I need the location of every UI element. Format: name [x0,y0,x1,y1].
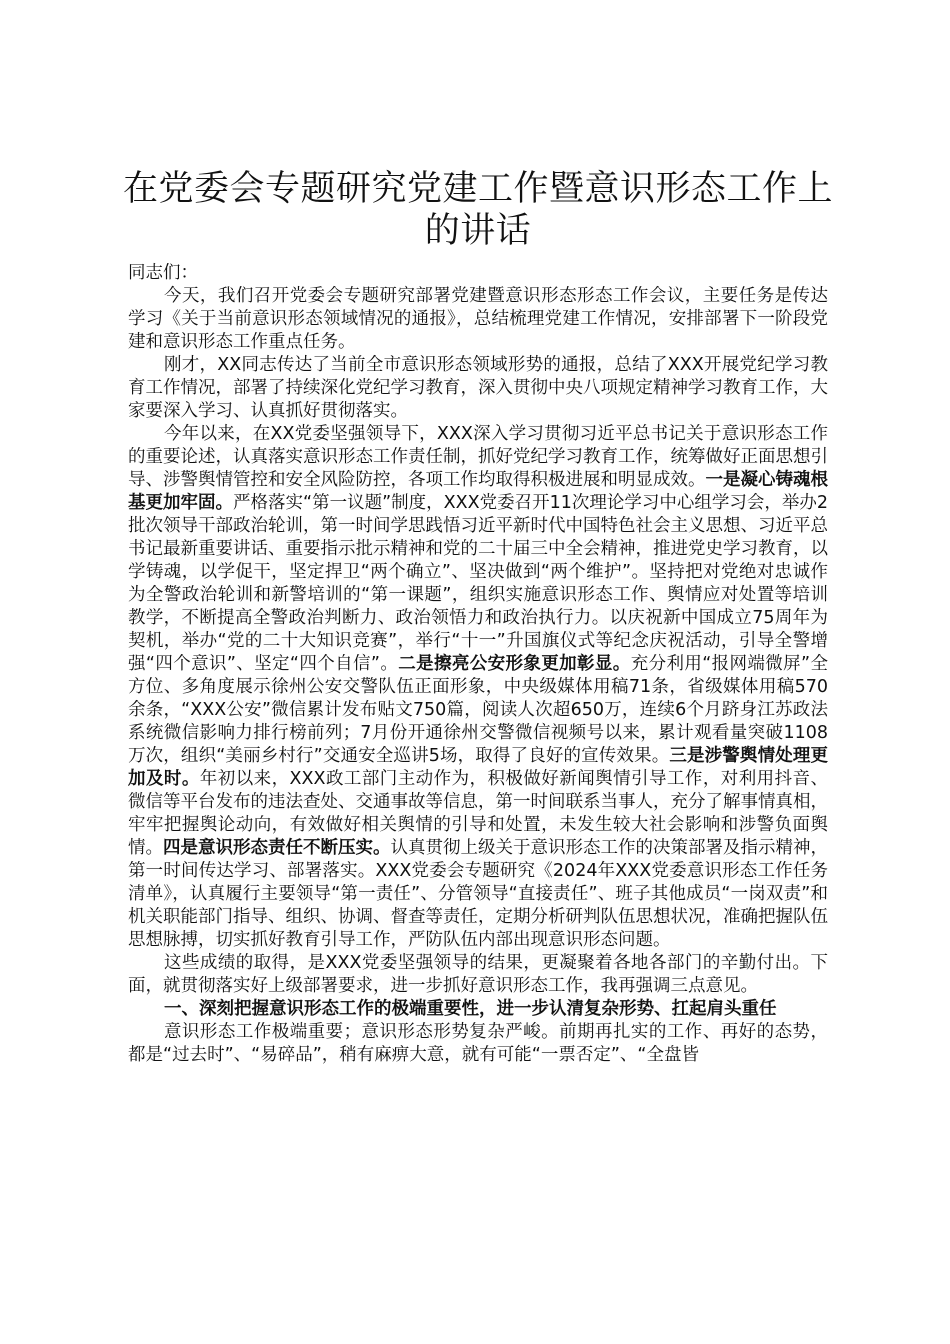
paragraph-briefing: 刚才，XX同志传达了当前全市意识形态领域形势的通报，总结了XXX开展党纪学习教育工作情况，部署了持续深化党纪学习教育，深入贯彻中央八项规定精神学习教育工作，大家要深入学习、认真抓好贯彻落实。 [128,355,828,421]
document-page [122,168,833,1067]
document-title: 在党委会专题研究党建工作暨意识形态工作上的讲话 [122,169,833,251]
point-3-title: 三是涉警舆情处理更加及时。 [128,746,829,789]
point-2-title: 二是擦亮公安形象更加彰显。 [398,654,631,674]
point-1-title: 一是凝心铸魂根基更加牢固。 [128,470,828,513]
point-4-text: 认真贯彻上级关于意识形态工作的决策部署及指示精神，第一时间传达学习、部署落实。XXX党委会专题研究《2024年XXX党委意识形态工作任务清单》，认真履行主要领导“第一责任”、分管领导“直接责任”、班子其他成员“一岗双责”和机关职能部门指导、组织、协调、督查等责任，定期分析研判队伍思想状况，准确把握队伍思想脉搏，切实抓好教育引导工作，严防队伍内部出现意识形态问题。 [128,838,828,950]
point-4-title: 四是意识形态责任不断压实。 [163,838,391,858]
point-3-text: 年初以来，XXX政工部门主动作为，积极做好新闻舆情引导工作，对利用抖音、微信等平台发布的违法查处、交通事故等信息，第一时间联系当事人，充分了解事情真相，牢牢把握舆论动向，有效做好相关舆情的引导和处置，未发生较大社会影响和涉警负面舆情。 [128,769,829,858]
achievements-intro: 今年以来，在XX党委坚强领导下，XXX深入学习贯彻习近平总书记关于意识形态工作的重要论述，认真落实意识形态工作责任制，抓好党纪学习教育工作，统筹做好正面思想引导、涉警舆情管控和安全风险防控，各项工作均取得积极进展和明显成效。 [128,424,828,490]
point-1-text: 严格落实“第一议题”制度，XXX党委召开11次理论学习中心组学习会，举办2批次领导干部政治轮训，第一时间学思践悟习近平新时代中国特色社会主义思想、习近平总书记最新重要讲话、重要指示批示精神和党的二十届三中全会精神，推进党史学习教育，以学铸魂，以学促干，坚定捍卫“两个确立”、坚决做到“两个维护”。坚持把对党绝对忠诚作为全警政治轮训和新警培训的“第一课题”，组织实施意识形态工作、舆情应对处置等培训教学，不断提高全警政治判断力、政治领悟力和政治执行力。以庆祝新中国成立75周年为契机，举办“党的二十大知识竞赛”，举行“十一”升国旗仪式等纪念庆祝活动，引导全警增强“四个意识”、坚定“四个自信”。 [128,493,828,674]
paragraph-achievements [128,423,828,952]
paragraph-transition: 这些成绩的取得，是XXX党委坚强领导的结果，更凝聚着各地各部门的辛勤付出。下面，就贯彻落实好上级部署要求，进一步抓好意识形态工作，我再强调三点意见。 [128,953,828,996]
salutation: 同志们： [128,263,198,283]
paragraph-section-1: 意识形态工作极端重要；意识形态形势复杂严峻。前期再扎实的工作、再好的态势，都是“过去时”、“易碎品”，稍有麻痹大意，就有可能“一票否定”、“全盘皆 [128,1022,828,1065]
point-2-text: 充分利用“报网端微屏”全方位、多角度展示徐州公安交警队伍正面形象，中央级媒体用稿71条，省级媒体用稿570余条，“XXX公安”微信累计发布贴文750篇，阅读人次超650万，连续6个月跻身江苏政法系统微信影响力排行榜前列；7月份开通徐州交警微信视频号以来，累计观看量突破1108万次，组织“美丽乡村行”交通安全巡讲5场，取得了良好的宣传效果。 [128,654,829,766]
section-1-heading: 一、深刻把握意识形态工作的极端重要性，进一步认清复杂形势、扛起肩头重任 [164,999,777,1019]
paragraph-opening: 今天，我们召开党委会专题研究部署党建暨意识形态形态工作会议，主要任务是传达学习《关于当前意识形态领域情况的通报》，总结梳理党建工作情况，安排部署下一阶段党建和意识形态工作重点任务。 [128,286,828,352]
